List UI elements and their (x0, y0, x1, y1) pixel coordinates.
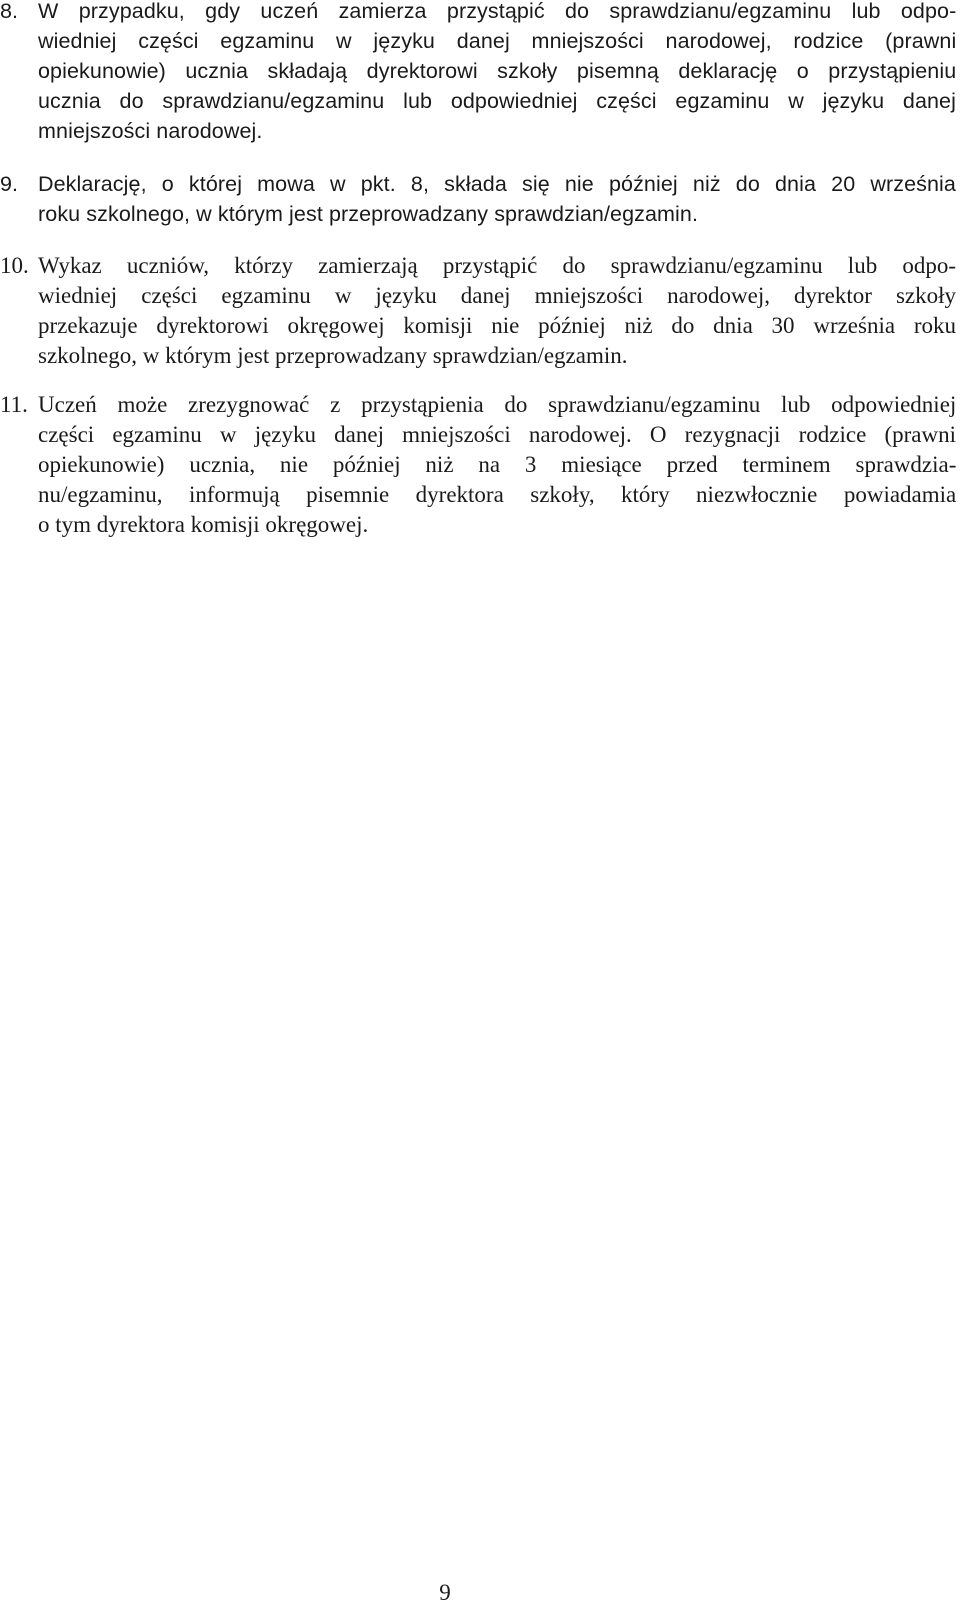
paragraph-body (0, 251, 956, 371)
paragraph-body (0, 0, 956, 146)
paragraph-line: Wykaz uczniów, którzy zamierzają przystąpić do sprawdzianu/egzaminu lub odpo- (38, 253, 956, 278)
paragraph-8 (0, 0, 956, 146)
paragraph-line: Deklarację, o której mowa w pkt. 8, składa się nie później niż do dnia 20 września (38, 172, 956, 196)
paragraph-line: W przypadku, gdy uczeń zamierza przystąpić do sprawdzianu/egzaminu lub odpo- (38, 0, 957, 23)
page-number: 9 (439, 1580, 451, 1605)
paragraph-line: mniejszości narodowej. (38, 119, 263, 143)
paragraph-line: o tym dyrektora komisji okręgowej. (38, 512, 369, 537)
paragraph-line: części egzaminu w języku danej mniejszości narodowej. O rezygnacji rodzice (prawni (38, 422, 956, 447)
paragraph-line: ucznia do sprawdzianu/egzaminu lub odpowiedniej części egzaminu w języku danej (38, 89, 956, 113)
paragraph-line: roku szkolnego, w którym jest przeprowadzany sprawdzian/egzamin. (38, 202, 699, 226)
paragraph-line: przekazuje dyrektorowi okręgowej komisji nie później niż do dnia 30 września roku (38, 313, 956, 338)
paragraph-line: wiedniej części egzaminu w języku danej mniejszości narodowej, dyrektor szkoły (38, 283, 956, 308)
paragraph-10 (0, 251, 956, 371)
paragraph-number: 8. (0, 0, 19, 23)
paragraph-line: wiedniej części egzaminu w języku danej mniejszości narodowej, rodzice (prawni (38, 29, 957, 53)
paragraph-number: 9. (0, 172, 19, 196)
paragraph-11 (0, 390, 956, 540)
paragraph-body (0, 169, 956, 229)
paragraph-line: szkolnego, w którym jest przeprowadzany sprawdzian/egzamin. (38, 343, 628, 368)
paragraph-line: nu/egzaminu, informują pisemnie dyrektora szkoły, który niezwłocznie powiadamia (38, 482, 957, 507)
paragraph-number: 11. (0, 392, 28, 417)
paragraph-line: opiekunowie) ucznia, nie później niż na 3 miesiące przed terminem sprawdzia- (38, 452, 957, 477)
paragraph-line: opiekunowie) ucznia składają dyrektorowi szkoły pisemną deklarację o przystąpieniu (38, 59, 957, 83)
paragraph-line: Uczeń może zrezygnować z przystąpienia do sprawdzianu/egzaminu lub odpowiedniej (38, 392, 957, 417)
paragraph-number: 10. (0, 253, 29, 278)
paragraph-9 (0, 169, 956, 229)
paragraph-body (0, 390, 956, 540)
